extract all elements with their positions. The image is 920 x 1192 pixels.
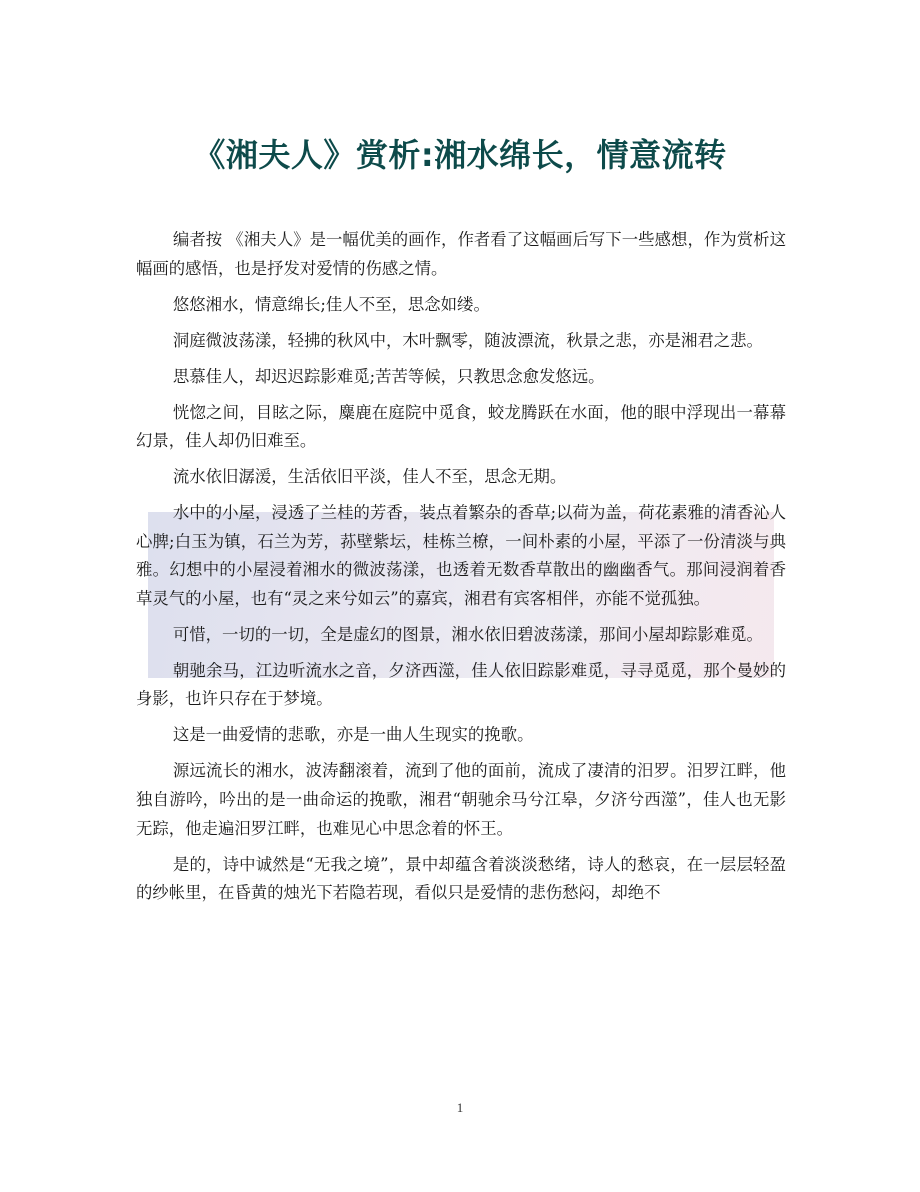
paragraph: 源远流长的湘水，波涛翻滚着，流到了他的面前，流成了凄清的汨罗。汨罗江畔，他独自游吟，吟出的是一曲命运的挽歌，湘君“朝驰余马兮江皋，夕济兮西澨”，佳人也无影无踪，他走遍汨罗江畔，也难见心中思念着的怀王。	[136, 761, 786, 838]
paragraph: 可惜，一切的一切，全是虚幻的图景，湘水依旧碧波荡漾，那间小屋却踪影难觅。	[172, 624, 763, 644]
article-body	[136, 226, 786, 915]
paragraph: 水中的小屋，浸透了兰桂的芳香，装点着繁杂的香草;以荷为盖，荷花素雅的清香沁人心脾;白玉为镇，石兰为芳，荪壁紫坛，桂栋兰橑，一间朴素的小屋，平添了一份清淡与典雅。幻想中的小屋浸着湘水的微波荡漾，也透着无数香草散出的幽幽香气。那间浸润着香草灵气的小屋，也有“灵之来兮如云”的嘉宾，湘君有宾客相伴，亦能不觉孤独。	[136, 503, 786, 608]
paragraph: 思慕佳人，却迟迟踪影难觅;苦苦等候，只教思念愈发悠远。	[172, 366, 605, 386]
paragraph: 洞庭微波荡漾，轻拂的秋风中，木叶飘零，随波漂流，秋景之悲，亦是湘君之悲。	[172, 330, 763, 350]
paragraph: 悠悠湘水，情意绵长;佳人不至，思念如缕。	[172, 294, 490, 314]
paragraph: 流水依旧潺湲，生活依旧平淡，佳人不至，思念无期。	[172, 467, 567, 487]
page-number: 1	[456, 1100, 464, 1115]
page-title: 《湘夫人》赏析:湘水绵长，情意流转	[193, 136, 727, 174]
paragraph: 朝驰余马，江边听流水之音，夕济西澨，佳人依旧踪影难觅，寻寻觅觅，那个曼妙的身影，也许只存在于梦境。	[136, 660, 786, 709]
paragraph: 这是一曲爱情的悲歌，亦是一曲人生现实的挽歌。	[172, 725, 534, 745]
paragraph: 编者按 《湘夫人》是一幅优美的画作，作者看了这幅画后写下一些感想，作为赏析这幅画的感悟，也是抒发对爱情的伤感之情。	[136, 230, 786, 278]
paragraph: 是的，诗中诚然是“无我之境”，景中却蕴含着淡淡愁绪，诗人的愁哀，在一层层轻盈的纱帐里，在昏黄的烛光下若隐若现，看似只是爱情的悲伤愁闷，却绝不	[136, 854, 786, 903]
paragraph: 恍惚之间，目眩之际，麋鹿在庭院中觅食，蛟龙腾跃在水面，他的眼中浮现出一幕幕幻景，佳人却仍旧难至。	[136, 402, 786, 451]
